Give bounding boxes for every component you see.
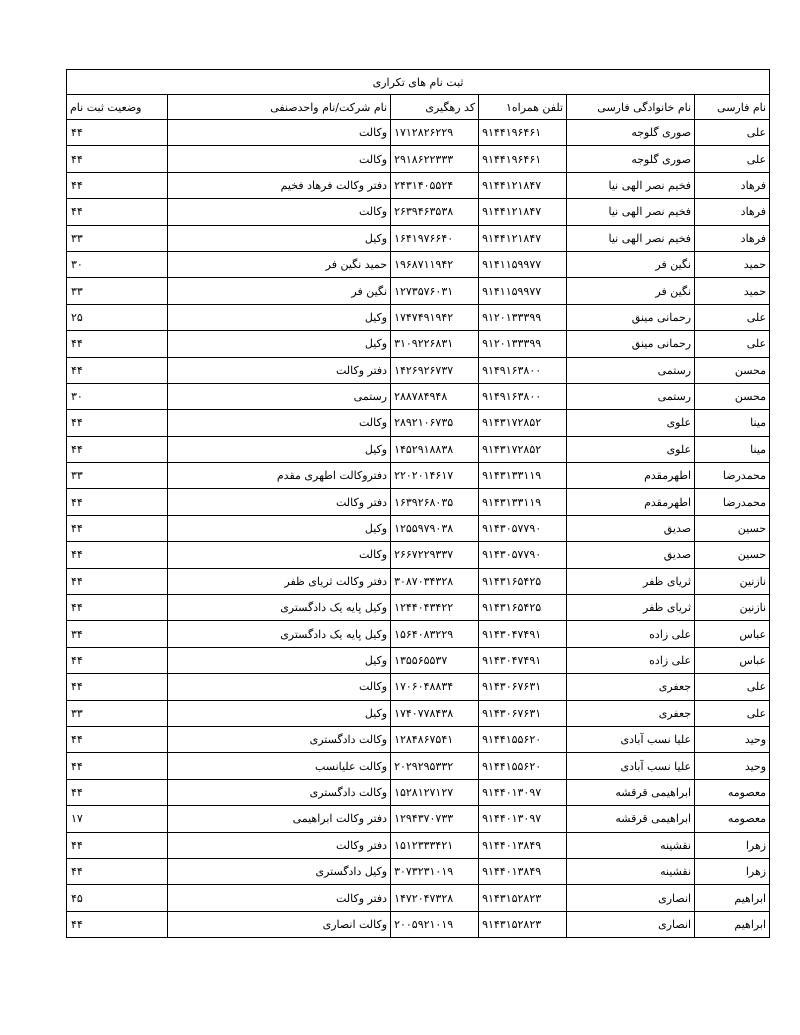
cell-registration-status: ۴۴ (67, 410, 168, 436)
cell-company-name: دفتر وکالت (168, 489, 391, 515)
cell-tracking-code: ۱۴۲۶۹۲۶۷۳۷ (391, 357, 479, 383)
cell-mobile: ۹۱۴۳۰۶۷۶۳۱ (479, 700, 567, 726)
cell-company-name: وکالت (168, 199, 391, 225)
cell-mobile: ۹۱۲۰۱۳۳۳۹۹ (479, 304, 567, 330)
cell-mobile: ۹۱۲۰۱۳۳۳۹۹ (479, 331, 567, 357)
cell-tracking-code: ۱۷۴۷۴۹۱۹۴۲ (391, 304, 479, 330)
cell-company-name: وکالت انصاری (168, 911, 391, 937)
cell-tracking-code: ۳۱۰۹۲۲۶۸۳۱ (391, 331, 479, 357)
cell-registration-status: ۴۴ (67, 172, 168, 198)
cell-registration-status: ۳۰ (67, 251, 168, 277)
cell-first-name: معصومه (695, 806, 770, 832)
cell-first-name: حمید (695, 278, 770, 304)
cell-mobile: ۹۱۴۳۱۳۳۱۱۹ (479, 463, 567, 489)
cell-mobile: ۹۱۴۱۱۵۹۹۷۷ (479, 251, 567, 277)
table-row (67, 331, 770, 357)
cell-first-name: فرهاد (695, 225, 770, 251)
cell-last-name: انصاری (567, 885, 695, 911)
cell-mobile: ۹۱۴۴۱۵۵۶۲۰ (479, 726, 567, 752)
table-row (67, 726, 770, 752)
cell-last-name: اطهرمقدم (567, 463, 695, 489)
table-row (67, 383, 770, 409)
cell-tracking-code: ۱۳۵۵۶۵۵۳۷ (391, 647, 479, 673)
table-row (67, 911, 770, 937)
cell-mobile: ۹۱۴۳۱۶۵۴۲۵ (479, 568, 567, 594)
cell-tracking-code: ۲۶۳۹۴۶۳۵۳۸ (391, 199, 479, 225)
cell-registration-status: ۴۴ (67, 753, 168, 779)
cell-company-name: دفتر وکالت ثریای ظفر (168, 568, 391, 594)
cell-company-name: وکالت دادگستری (168, 779, 391, 805)
cell-tracking-code: ۱۷۴۰۷۷۸۴۳۸ (391, 700, 479, 726)
table-row (67, 753, 770, 779)
cell-company-name: دفتر وکالت (168, 885, 391, 911)
cell-last-name: علی زاده (567, 621, 695, 647)
cell-company-name: وکالت (168, 674, 391, 700)
table-row (67, 647, 770, 673)
cell-registration-status: ۱۷ (67, 806, 168, 832)
cell-first-name: علی (695, 146, 770, 172)
cell-tracking-code: ۱۲۸۴۸۶۷۵۴۱ (391, 726, 479, 752)
cell-registration-status: ۴۴ (67, 542, 168, 568)
cell-last-name: ثریای ظفر (567, 568, 695, 594)
table-row (67, 251, 770, 277)
cell-registration-status: ۴۴ (67, 331, 168, 357)
cell-company-name: وکالت دادگستری (168, 726, 391, 752)
table-row (67, 199, 770, 225)
table-row (67, 806, 770, 832)
cell-mobile: ۹۱۴۳۱۷۲۸۵۲ (479, 436, 567, 462)
table-body (67, 120, 770, 938)
cell-mobile: ۹۱۴۳۱۵۲۸۲۳ (479, 885, 567, 911)
cell-mobile: ۹۱۴۴۱۲۱۸۴۷ (479, 225, 567, 251)
cell-first-name: فرهاد (695, 172, 770, 198)
cell-last-name: فخیم نصر الهی نیا (567, 199, 695, 225)
cell-last-name: انصاری (567, 911, 695, 937)
table-row (67, 436, 770, 462)
cell-registration-status: ۴۴ (67, 595, 168, 621)
cell-last-name: رحمانی مینق (567, 304, 695, 330)
cell-last-name: ابراهیمی قرقشه (567, 806, 695, 832)
cell-first-name: محمدرضا (695, 489, 770, 515)
cell-company-name: حمید نگین فر (168, 251, 391, 277)
cell-last-name: علیا نسب آبادی (567, 753, 695, 779)
cell-mobile: ۹۱۴۳۰۵۷۷۹۰ (479, 515, 567, 541)
table-row (67, 278, 770, 304)
cell-mobile: ۹۱۴۴۱۵۵۶۲۰ (479, 753, 567, 779)
cell-tracking-code: ۱۴۷۲۰۴۷۳۲۸ (391, 885, 479, 911)
cell-last-name: صدیق (567, 542, 695, 568)
cell-tracking-code: ۲۶۶۷۲۲۹۳۳۷ (391, 542, 479, 568)
cell-registration-status: ۴۴ (67, 146, 168, 172)
table-row (67, 542, 770, 568)
cell-mobile: ۹۱۴۳۰۶۷۶۳۱ (479, 674, 567, 700)
table-row (67, 595, 770, 621)
table-row (67, 225, 770, 251)
cell-first-name: وحید (695, 726, 770, 752)
cell-last-name: نقشینه (567, 858, 695, 884)
header-last-name: نام خانوادگی فارسی (567, 95, 695, 120)
cell-first-name: عباس (695, 621, 770, 647)
cell-last-name: فخیم نصر الهی نیا (567, 172, 695, 198)
cell-first-name: حسین (695, 515, 770, 541)
cell-registration-status: ۴۴ (67, 647, 168, 673)
cell-registration-status: ۴۴ (67, 120, 168, 146)
cell-first-name: زهرا (695, 858, 770, 884)
cell-registration-status: ۴۴ (67, 515, 168, 541)
cell-first-name: ابراهیم (695, 911, 770, 937)
table-row (67, 120, 770, 146)
cell-last-name: نگین فر (567, 251, 695, 277)
cell-registration-status: ۴۴ (67, 436, 168, 462)
cell-mobile: ۹۱۴۳۱۶۵۴۲۵ (479, 595, 567, 621)
cell-first-name: مینا (695, 410, 770, 436)
cell-mobile: ۹۱۴۹۱۶۳۸۰۰ (479, 357, 567, 383)
cell-first-name: محمدرضا (695, 463, 770, 489)
cell-mobile: ۹۱۴۳۱۳۳۱۱۹ (479, 489, 567, 515)
cell-company-name: وکیل دادگستری (168, 858, 391, 884)
cell-tracking-code: ۱۷۰۶۰۴۸۸۳۴ (391, 674, 479, 700)
cell-registration-status: ۴۴ (67, 357, 168, 383)
cell-last-name: نگین فر (567, 278, 695, 304)
cell-company-name: وکیل (168, 436, 391, 462)
cell-last-name: صوری گلوجه (567, 146, 695, 172)
table-row (67, 858, 770, 884)
table-title: ثبت نام های تکراری (67, 70, 770, 95)
cell-first-name: محسن (695, 357, 770, 383)
cell-company-name: وکالت علیانسب (168, 753, 391, 779)
cell-tracking-code: ۲۲۰۲۰۱۴۶۱۷ (391, 463, 479, 489)
cell-mobile: ۹۱۴۴۰۱۳۰۹۷ (479, 779, 567, 805)
cell-tracking-code: ۲۹۱۸۶۲۲۳۳۳ (391, 146, 479, 172)
cell-registration-status: ۴۵ (67, 885, 168, 911)
table-row (67, 700, 770, 726)
cell-registration-status: ۴۴ (67, 726, 168, 752)
cell-registration-status: ۴۴ (67, 489, 168, 515)
cell-mobile: ۹۱۴۴۱۹۶۴۶۱ (479, 120, 567, 146)
cell-tracking-code: ۱۴۵۲۹۱۸۸۳۸ (391, 436, 479, 462)
cell-tracking-code: ۱۷۱۲۸۲۶۲۲۹ (391, 120, 479, 146)
cell-tracking-code: ۱۶۳۹۲۶۸۰۳۵ (391, 489, 479, 515)
cell-last-name: صوری گلوجه (567, 120, 695, 146)
cell-registration-status: ۴۴ (67, 832, 168, 858)
cell-company-name: نگین فر (168, 278, 391, 304)
cell-first-name: علی (695, 700, 770, 726)
cell-last-name: جعفری (567, 674, 695, 700)
cell-company-name: وکیل (168, 225, 391, 251)
cell-mobile: ۹۱۴۳۱۷۲۸۵۲ (479, 410, 567, 436)
cell-last-name: اطهرمقدم (567, 489, 695, 515)
table-row (67, 410, 770, 436)
cell-company-name: وکیل پایه یک دادگستری (168, 595, 391, 621)
table-row (67, 172, 770, 198)
cell-tracking-code: ۳۰۷۳۲۳۱۰۱۹ (391, 858, 479, 884)
header-company-name: نام شرکت/نام واحدصنفی (168, 95, 391, 120)
cell-last-name: علوی (567, 436, 695, 462)
header-registration-status: وضعیت ثبت نام (67, 95, 168, 120)
cell-tracking-code: ۲۸۸۷۸۴۹۴۸ (391, 383, 479, 409)
cell-registration-status: ۴۴ (67, 199, 168, 225)
cell-registration-status: ۳۳ (67, 225, 168, 251)
cell-tracking-code: ۲۴۳۱۴۰۵۵۲۴ (391, 172, 479, 198)
cell-mobile: ۹۱۴۱۱۵۹۹۷۷ (479, 278, 567, 304)
cell-tracking-code: ۱۲۷۳۵۷۶۰۳۱ (391, 278, 479, 304)
cell-company-name: وکیل پایه یک دادگستری (168, 621, 391, 647)
cell-first-name: حسین (695, 542, 770, 568)
cell-tracking-code: ۱۲۵۵۹۷۹۰۳۸ (391, 515, 479, 541)
table-title-row (67, 70, 770, 95)
cell-company-name: دفتر وکالت ابراهیمی (168, 806, 391, 832)
header-tracking-code: کد رهگیری (391, 95, 479, 120)
cell-mobile: ۹۱۴۴۱۹۶۴۶۱ (479, 146, 567, 172)
cell-tracking-code: ۲۸۹۲۱۰۶۷۳۵ (391, 410, 479, 436)
cell-registration-status: ۴۴ (67, 674, 168, 700)
cell-first-name: علی (695, 331, 770, 357)
table-row (67, 146, 770, 172)
table-row (67, 463, 770, 489)
table-row (67, 515, 770, 541)
table-row (67, 304, 770, 330)
cell-last-name: جعفری (567, 700, 695, 726)
cell-last-name: صدیق (567, 515, 695, 541)
cell-company-name: وکالت (168, 542, 391, 568)
cell-registration-status: ۴۴ (67, 779, 168, 805)
duplicate-registrations-sheet (66, 69, 769, 938)
cell-company-name: دفتر وکالت فرهاد فخیم (168, 172, 391, 198)
cell-registration-status: ۲۵ (67, 304, 168, 330)
cell-last-name: فخیم نصر الهی نیا (567, 225, 695, 251)
cell-first-name: مینا (695, 436, 770, 462)
cell-registration-status: ۴۴ (67, 911, 168, 937)
cell-mobile: ۹۱۴۹۱۶۳۸۰۰ (479, 383, 567, 409)
cell-first-name: ابراهیم (695, 885, 770, 911)
cell-first-name: علی (695, 304, 770, 330)
cell-last-name: علوی (567, 410, 695, 436)
cell-company-name: دفتروکالت اطهری مقدم (168, 463, 391, 489)
cell-mobile: ۹۱۴۴۱۲۱۸۴۷ (479, 172, 567, 198)
duplicate-registrations-table (66, 69, 770, 938)
cell-first-name: علی (695, 120, 770, 146)
cell-mobile: ۹۱۴۴۰۱۳۰۹۷ (479, 806, 567, 832)
cell-tracking-code: ۱۵۱۲۳۳۳۴۲۱ (391, 832, 479, 858)
cell-first-name: نازنین (695, 568, 770, 594)
cell-first-name: محسن (695, 383, 770, 409)
cell-company-name: دفتر وکالت (168, 357, 391, 383)
cell-mobile: ۹۱۴۳۰۴۷۴۹۱ (479, 621, 567, 647)
cell-first-name: فرهاد (695, 199, 770, 225)
cell-tracking-code: ۱۹۶۸۷۱۱۹۴۲ (391, 251, 479, 277)
cell-mobile: ۹۱۴۳۱۵۲۸۲۳ (479, 911, 567, 937)
cell-tracking-code: ۲۰۲۹۲۹۵۳۳۲ (391, 753, 479, 779)
cell-last-name: علی زاده (567, 647, 695, 673)
cell-last-name: علیا نسب آبادی (567, 726, 695, 752)
cell-last-name: رستمی (567, 357, 695, 383)
cell-first-name: عباس (695, 647, 770, 673)
table-row (67, 621, 770, 647)
cell-first-name: زهرا (695, 832, 770, 858)
cell-tracking-code: ۱۵۲۸۱۲۷۱۲۷ (391, 779, 479, 805)
cell-registration-status: ۳۳ (67, 463, 168, 489)
cell-company-name: دفتر وکالت (168, 832, 391, 858)
cell-company-name: وکیل (168, 647, 391, 673)
cell-company-name: وکالت (168, 146, 391, 172)
cell-tracking-code: ۳۰۸۷۰۳۴۳۲۸ (391, 568, 479, 594)
cell-company-name: رستمی (168, 383, 391, 409)
cell-tracking-code: ۱۶۴۱۹۷۶۶۴۰ (391, 225, 479, 251)
cell-registration-status: ۳۰ (67, 383, 168, 409)
cell-first-name: نازنین (695, 595, 770, 621)
cell-first-name: وحید (695, 753, 770, 779)
cell-last-name: ثریای ظفر (567, 595, 695, 621)
table-row (67, 489, 770, 515)
cell-mobile: ۹۱۴۴۰۱۳۸۴۹ (479, 832, 567, 858)
cell-tracking-code: ۱۲۴۴۰۴۳۴۲۲ (391, 595, 479, 621)
cell-last-name: رستمی (567, 383, 695, 409)
cell-mobile: ۹۱۴۴۱۲۱۸۴۷ (479, 199, 567, 225)
cell-company-name: وکیل (168, 331, 391, 357)
cell-tracking-code: ۱۵۶۴۰۸۳۲۲۹ (391, 621, 479, 647)
cell-registration-status: ۴۴ (67, 858, 168, 884)
cell-first-name: علی (695, 674, 770, 700)
table-row (67, 832, 770, 858)
cell-mobile: ۹۱۴۴۰۱۳۸۴۹ (479, 858, 567, 884)
cell-first-name: حمید (695, 251, 770, 277)
cell-company-name: وکالت (168, 410, 391, 436)
cell-registration-status: ۳۳ (67, 278, 168, 304)
cell-mobile: ۹۱۴۳۰۴۷۴۹۱ (479, 647, 567, 673)
cell-registration-status: ۳۴ (67, 621, 168, 647)
table-row (67, 357, 770, 383)
cell-company-name: وکیل (168, 515, 391, 541)
header-first-name: نام فارسی (695, 95, 770, 120)
cell-mobile: ۹۱۴۳۰۵۷۷۹۰ (479, 542, 567, 568)
cell-last-name: نقشینه (567, 832, 695, 858)
cell-last-name: ابراهیمی قرقشه (567, 779, 695, 805)
header-row (67, 95, 770, 120)
cell-company-name: وکیل (168, 700, 391, 726)
table-row (67, 568, 770, 594)
table-row (67, 779, 770, 805)
cell-first-name: معصومه (695, 779, 770, 805)
cell-tracking-code: ۱۲۹۴۳۷۰۷۳۳ (391, 806, 479, 832)
cell-registration-status: ۴۴ (67, 568, 168, 594)
table-row (67, 674, 770, 700)
header-mobile: تلفن همراه۱ (479, 95, 567, 120)
cell-last-name: رحمانی مینق (567, 331, 695, 357)
cell-company-name: وکالت (168, 120, 391, 146)
cell-company-name: وکیل (168, 304, 391, 330)
table-row (67, 885, 770, 911)
cell-registration-status: ۳۳ (67, 700, 168, 726)
cell-tracking-code: ۲۰۰۵۹۲۱۰۱۹ (391, 911, 479, 937)
